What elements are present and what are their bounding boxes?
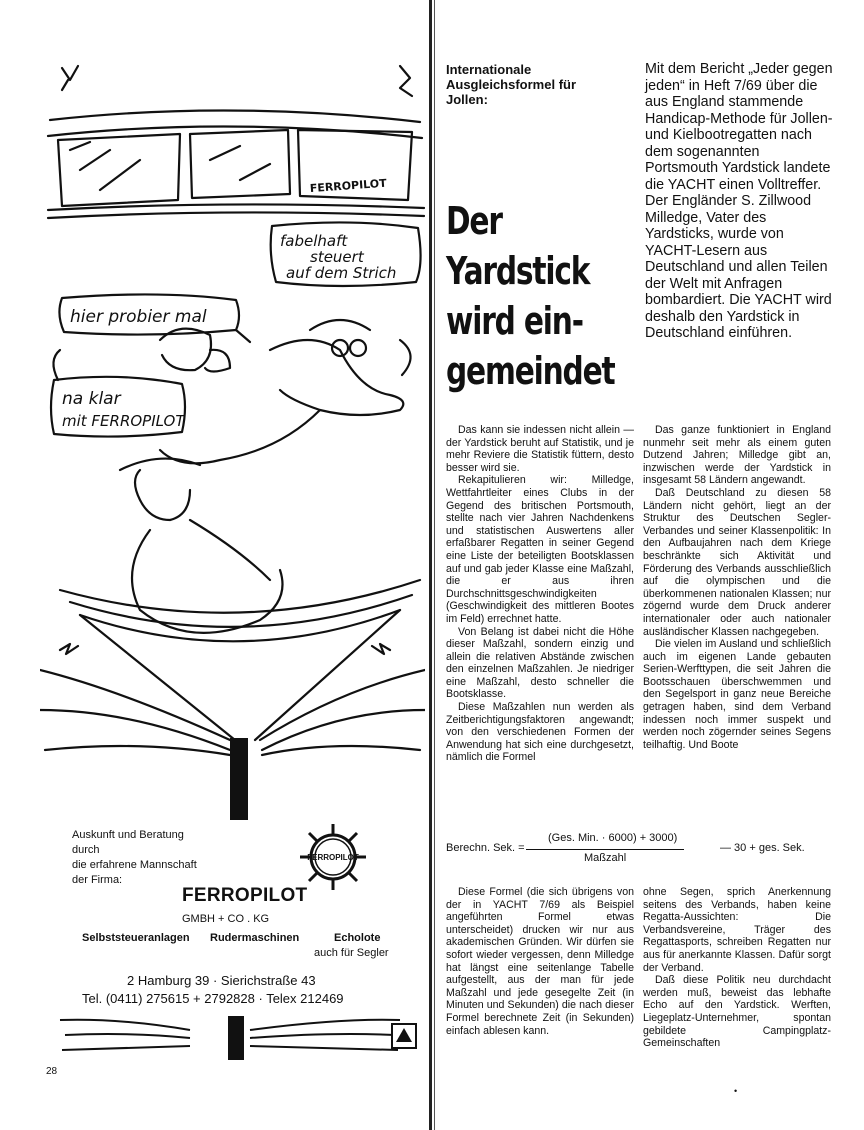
brand-subtitle: GMBH + CO . KG: [182, 913, 270, 925]
page-number: 28: [46, 1066, 58, 1077]
column-divider-thin: [434, 0, 435, 1130]
spray-footer-graphic: [40, 1010, 420, 1060]
paragraph: Das kann sie indessen nicht allein — der Yardstick beruht auf Statistik, und je mehr Reviere die Statistik füttern, desto besser wird sie.: [446, 424, 634, 474]
bubble-sure-line1: na klar: [62, 389, 121, 409]
info-line-4: der Firma:: [72, 874, 123, 886]
advert-info: [72, 828, 272, 888]
paragraph: Von Belang ist dabei nicht die Höhe dieser Maßzahl, sondern einzig und allein die relativen Abstände zwischen den einzelnen Maßzahlen. Je niedriger eine Maßzahl, desto schneller die Bootsklasse.: [446, 625, 634, 701]
paragraph: Daß diese Politik neu durchdacht werden muß, beweist das lebhafte Echo auf den Yardstick. Werften, Liegeplatz-Unternehmer, spontan gebildete Campingplatz-Gemeinschaften: [643, 974, 831, 1050]
product-3: Echolote: [334, 932, 381, 944]
article-column-2: [643, 424, 831, 751]
advert-contact: Tel. (0411) 275615 + 2792828 · Telex 212469: [82, 991, 344, 1006]
paragraph: Diese Maßzahlen nun werden als Zeitberichtigungsfaktoren angewandt; von den verschiedenen Formen der Anwendung hat sich eine durchgesetzt, nämlich die Formel: [446, 701, 634, 764]
formula-fraction-bar: [526, 849, 684, 850]
bubble-steering-line3: auf dem Strich: [286, 264, 397, 282]
logo-text: FERROPILOT: [307, 853, 359, 862]
bubble-sure-line2: mit FERROPILOT: [62, 412, 185, 430]
paragraph: Das ganze funktioniert in England nunmehr seit mehr als einem guten Dutzend Jahren; Milledge gibt an, inzwischen werde der Yardstick in insgesamt 58 Ländern angewandt.: [643, 424, 831, 487]
window-sign: FERROPILOT: [309, 176, 388, 196]
product-1: Selbststeueranlagen: [82, 932, 190, 944]
paragraph: ohne Segen, sprich Anerkennung seitens des Verbands, haben keine Regatta-Aussichten: Die Verbandsvereine, Träger des Regattasports, schreiben Regatten nur aus für anerkannte Klassen. Dafür sorgt der Verband.: [643, 886, 831, 974]
paragraph: Diese Formel (die sich übrigens von der in YACHT 7/69 als Beispiel angeführten Formel etwas unterscheidet) drucken wir nur aus akademischen Gründen. Wir dürfen sie sofort wieder vergessen, denn Milledge hat längst eine seitenlange Tabelle aufgestellt, aus der man für jede Maßzahl und jede gesegelte Zeit (in Minuten und Sekunden) die nach dieser Formel berechnete Zeit (in Sekunden) einfach ablesen kann.: [446, 886, 634, 1037]
cartoon-illustration: [40, 50, 425, 820]
print-mark: •: [734, 1086, 738, 1096]
formula-rhs: — 30 + ges. Sek.: [720, 842, 805, 854]
formula-numerator: (Ges. Min. · 6000) + 3000): [548, 832, 678, 844]
bubble-steering-line1: fabelhaft: [280, 232, 348, 250]
bubble-try: hier probier mal: [70, 307, 207, 327]
ship-wheel-logo: [298, 822, 368, 892]
article-kicker: Internationale Ausgleichsformel für Jollen:: [446, 62, 577, 107]
formula-denominator: Maßzahl: [584, 852, 627, 864]
article-column-4: [643, 886, 831, 1050]
column-divider: [429, 0, 432, 1130]
paragraph: Daß Deutschland zu diesen 58 Ländern nicht gehört, liegt an der Struktur des Deutschen Segler-Verbandes und seiner Klassenpolitik: In den Aufbaujahren nach dem Kriege beschränkte sich Aktivität und Förderung des Verbands ausschließlich auf die olympischen und die überkommenen nationalen Klassen; nur zögernd wurde dem Druck anderer internationaler oder auch nationaler ausländischer Klassen nachgegeben.: [643, 486, 831, 638]
article-headline: Der Yardstick wird ein- gemeindet: [446, 199, 615, 393]
info-line-1: Auskunft und Beratung: [72, 829, 184, 841]
product-4: auch für Segler: [314, 947, 389, 959]
yardstick-formula: [446, 832, 836, 872]
brand-name: FERROPILOT: [182, 885, 308, 906]
info-line-3: die erfahrene Mannschaft: [72, 859, 197, 871]
advert-address: 2 Hamburg 39 · Sierichstraße 43: [127, 973, 316, 988]
bubble-steering-line2: steuert: [310, 248, 364, 266]
info-line-2: durch: [72, 844, 100, 856]
article-column-3: [446, 886, 634, 1037]
article-column-1: [446, 424, 634, 764]
paragraph: Die vielen im Ausland und schließlich auch im eigenen Lande gebauten Serien-Werfttypen, die seit Jahren die Bootsschauen überschwemmen und den Segelsport in ganz neue Bereiche getragen haben, sind dem Verband indessen noch immer suspekt und werden noch zögernder seines Segens teilhaftig. Und Boote: [643, 638, 831, 751]
article-lead: Mit dem Bericht „Jeder gegen jeden“ in Heft 7/69 über die aus England stammende Handicap-Methode für Jollen- und Kielbootregatten nach dem sogenannten Portsmouth Yardstick landete die YACHT einen Volltreffer. Der Engländer S. Zillwood Milledge, Vater des Yardsticks, wurde von YACHT-Lesern aus Deutschland und allen Teilen der Welt mit Anfragen bombardiert. Die YACHT wird deshalb den Yardstick in Deutschland einführen.: [645, 61, 833, 341]
product-2: Rudermaschinen: [210, 932, 300, 944]
paragraph: Rekapitulieren wir: Milledge, Wettfahrtleiter eines Clubs in der Gegend des britischen Portsmouth, stellte nach vier Jahren Nachdenkens und statistischen Auswertens aller erfaßbarer Regatten in seiner Gegend eine Liste der beteiligten Bootsklassen auf und gab jeder Klasse eine Maßzahl, die er aus ihren Durchschnittsgeschwindigkeiten (Geschwindigkeit des mittleren Bootes im Feld) errechnet hatte.: [446, 474, 634, 625]
formula-lhs: Berechn. Sek. =: [446, 842, 525, 854]
